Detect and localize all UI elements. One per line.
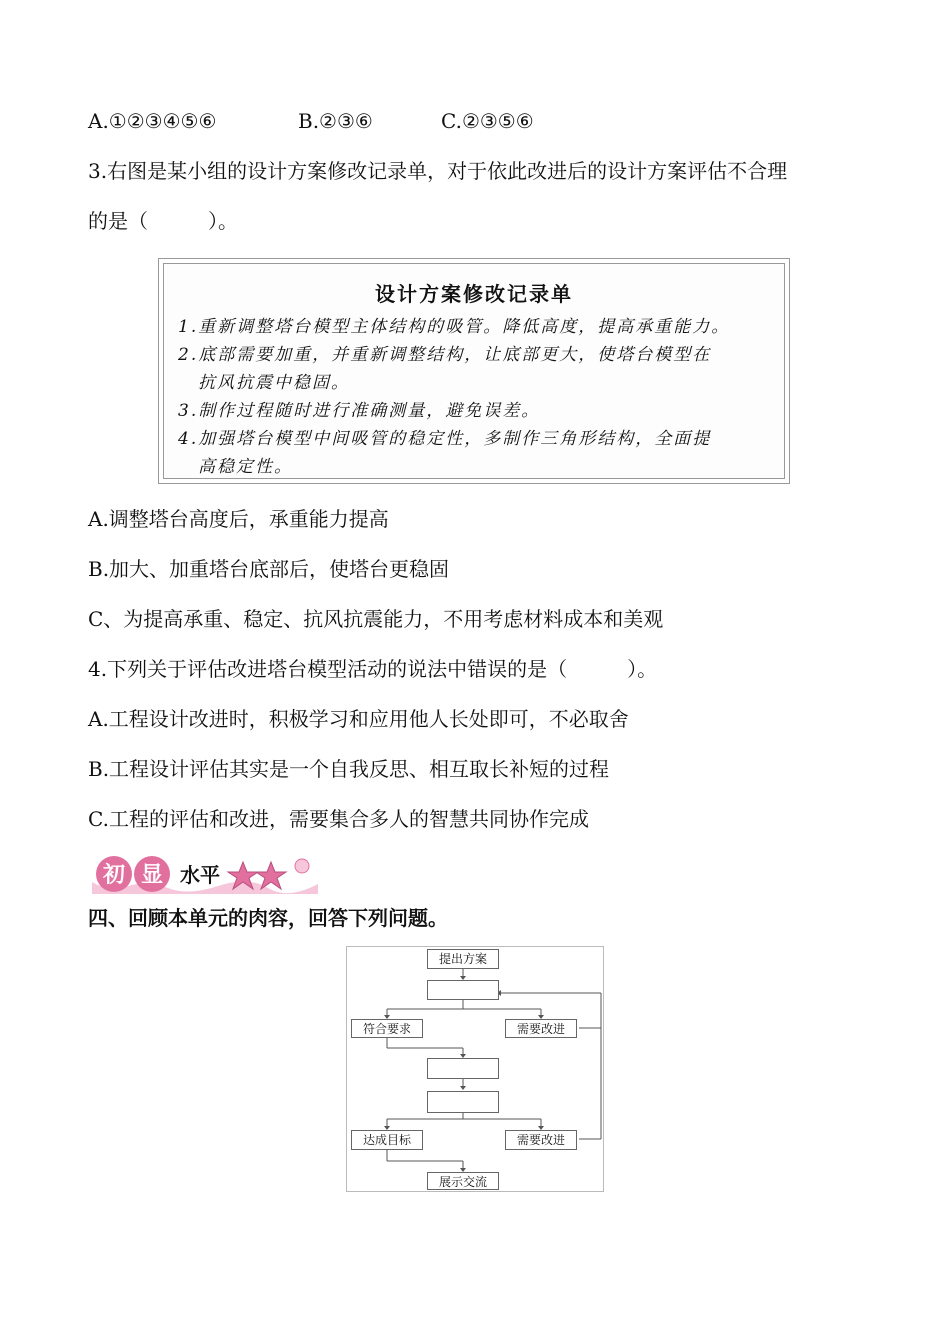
- level-badge-art: [88, 852, 324, 896]
- q3-option-b[interactable]: B.加大、加重塔台底部后，使塔台更稳固: [88, 557, 450, 581]
- record-item-2b: 抗风抗震中稳固。: [198, 373, 350, 393]
- flow-goal-achieved-box: 达成目标: [351, 1130, 423, 1150]
- flow-blank-box-2[interactable]: [427, 1058, 499, 1079]
- flow-display-box: 展示交流: [427, 1172, 499, 1190]
- q2-option-a[interactable]: A.①②③④⑤⑥: [88, 109, 217, 133]
- record-items: [178, 313, 784, 481]
- flowchart: [346, 946, 604, 1192]
- flow-needs-improvement-box-1: 需要改进: [505, 1019, 577, 1038]
- record-title: 设计方案修改记录单: [375, 282, 573, 306]
- flow-propose-box: 提出方案: [427, 949, 499, 969]
- q2-options: [88, 107, 534, 135]
- q4-stem: 4.下列关于评估改进塔台模型活动的说法中错误的是（ ）。: [88, 657, 658, 681]
- flow-blank-box-3[interactable]: [427, 1091, 499, 1113]
- q4-option-b[interactable]: B.工程设计评估其实是一个自我反思、相互取长补短的过程: [88, 757, 610, 781]
- record-item-2a: 2.底部需要加重，并重新调整结构，让底部更大，使塔台模型在: [178, 345, 712, 365]
- decor-bubble-icon: [295, 859, 309, 873]
- section4-heading: 四、回顾本单元的肉容，回答下列问题。: [88, 906, 448, 930]
- record-item-4b: 高稳定性。: [198, 457, 293, 477]
- flow-blank-box-1[interactable]: [427, 980, 499, 1000]
- level-badge: [88, 852, 324, 896]
- badge-char-1: 初: [102, 863, 126, 888]
- badge-level-text: 水平: [180, 863, 220, 887]
- q4-option-a[interactable]: A.工程设计改进时，积极学习和应用他人长处即可，不必取舍: [88, 707, 629, 731]
- q4-option-c[interactable]: C.工程的评估和改进，需要集合多人的智慧共同协作完成: [88, 807, 589, 831]
- q2-option-b[interactable]: B.②③⑥: [298, 109, 373, 133]
- q3-option-c[interactable]: C、为提高承重、稳定、抗风抗震能力，不用考虑材料成本和美观: [88, 607, 664, 631]
- flow-meets-requirements-box: 符合要求: [351, 1019, 423, 1038]
- q3-stem-line2: 的是（ ）。: [88, 209, 238, 233]
- revision-record-inner: [163, 263, 785, 479]
- record-item-1: 1.重新调整塔台模型主体结构的吸管。降低高度，提高承重能力。: [178, 317, 731, 337]
- q3-stem-line1: 3.右图是某小组的设计方案修改记录单，对于依此改进后的设计方案评估不合理: [88, 159, 788, 183]
- revision-record-card: [158, 258, 790, 484]
- q3-option-a[interactable]: A.调整塔台高度后，承重能力提高: [88, 507, 389, 531]
- badge-char-2: 显: [140, 863, 164, 888]
- record-item-3: 3.制作过程随时进行准确测量，避免误差。: [178, 401, 541, 421]
- flow-needs-improvement-box-2: 需要改进: [505, 1130, 577, 1150]
- record-item-4a: 4.加强塔台模型中间吸管的稳定性，多制作三角形结构，全面提: [178, 429, 712, 449]
- q2-option-c[interactable]: C.②③⑤⑥: [441, 109, 534, 133]
